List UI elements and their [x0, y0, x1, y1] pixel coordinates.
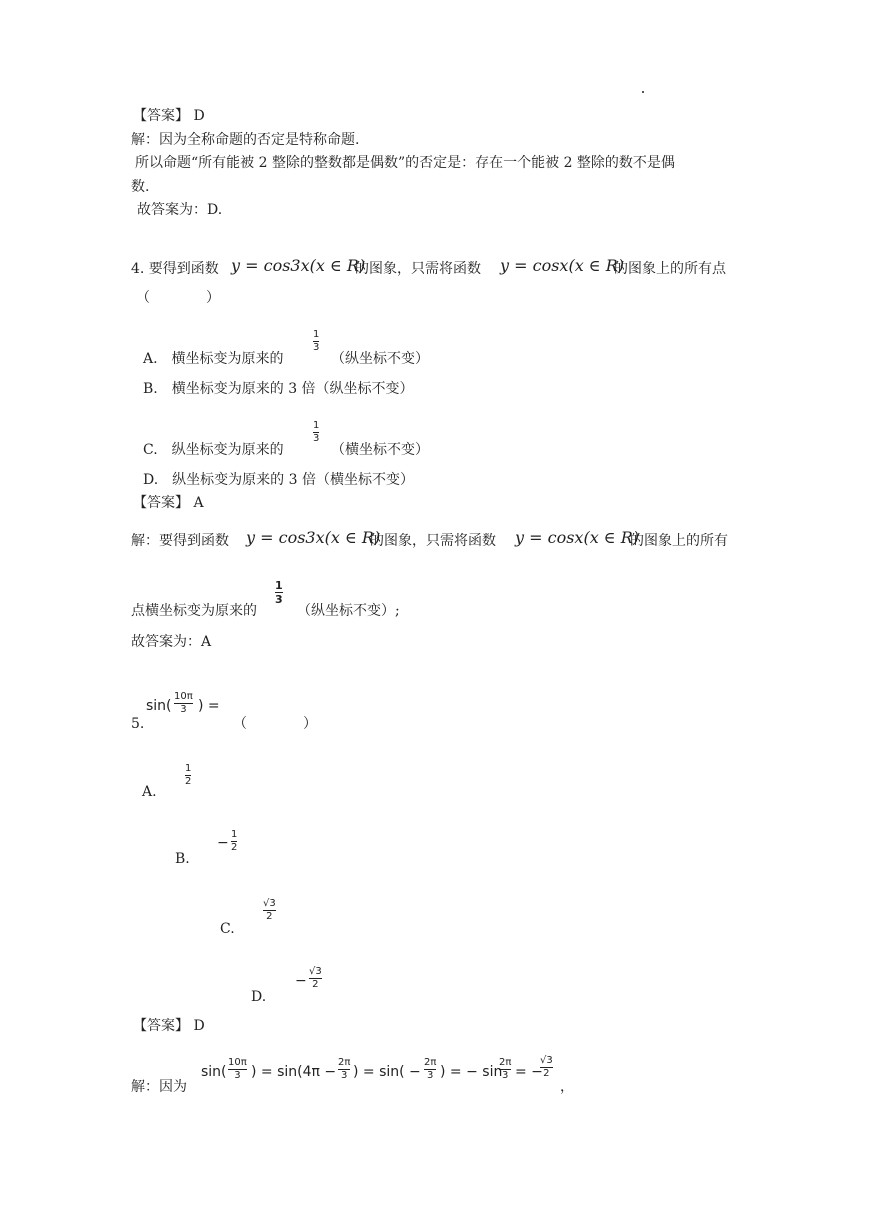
math-expression: sin( [201, 1064, 227, 1080]
solution-label: 解：因为 [131, 1079, 187, 1095]
solution-line: 所以命题“所有能被 2 整除的整数都是偶数”的否定是：存在一个能被 2 整除的数不是偶 [135, 155, 675, 171]
option-a: A. [142, 784, 157, 800]
option-c: C. [220, 921, 235, 937]
minus-sign: − [217, 835, 229, 851]
option-a: A. 横坐标变为原来的 [143, 351, 284, 367]
question-4-stem: 4. 要得到函数 [131, 261, 219, 277]
math-expression: y = cos3x(x ∈ R) [246, 528, 381, 547]
option-a-tail: （纵坐标不变） [331, 351, 429, 367]
fraction-2pi-over-3: 2π 3 [499, 1057, 512, 1081]
solution-line: 故答案为：D. [137, 202, 223, 218]
fraction-10pi-over-3: 10π 3 [228, 1057, 247, 1081]
option-c: C. 纵坐标变为原来的 [143, 442, 284, 458]
math-expression: = − [515, 1064, 543, 1080]
solution-line: 点横坐标变为原来的 [131, 603, 257, 619]
math-expression: y = cos3x(x ∈ R) [231, 256, 366, 275]
option-b: B. 横坐标变为原来的 3 倍（纵坐标不变） [143, 381, 414, 397]
answer-label-q3: 【答案】 D [133, 108, 205, 124]
math-expression: ) = − sin [440, 1064, 503, 1080]
math-expression: y = cosx(x ∈ R) [500, 256, 625, 275]
fraction-sqrt3-over-2: √3 2 [540, 1055, 553, 1079]
math-expression: ) = [198, 698, 220, 714]
answer-label-q4: 【答案】 A [133, 495, 204, 511]
minus-sign: − [295, 973, 307, 989]
answer-label-q5: 【答案】 D [133, 1018, 205, 1034]
question-4-stem: 的图象上的所有点 [614, 261, 726, 277]
fraction-one-half: 1 2 [185, 763, 192, 787]
fraction-one-half: 1 2 [231, 829, 238, 853]
solution-line: （纵坐标不变）; [297, 603, 400, 619]
fraction-one-third: 1 3 [313, 329, 320, 353]
option-c-tail: （横坐标不变） [331, 442, 429, 458]
solution-line: 数. [131, 179, 150, 195]
math-expression: y = cosx(x ∈ R) [515, 528, 640, 547]
page-mark [642, 91, 644, 93]
fraction-sqrt3-over-2: √3 2 [263, 898, 276, 922]
answer-blank: （ ） [233, 716, 317, 732]
option-b: B. [175, 851, 190, 867]
question-4-stem: 的图象，只需将函数 [355, 261, 481, 277]
fraction-2pi-over-3: 2π 3 [338, 1057, 351, 1081]
fraction-sqrt3-over-2: √3 2 [309, 966, 322, 990]
comma: ， [560, 1079, 574, 1095]
final-answer: 故答案为：A [131, 634, 212, 650]
option-d: D. [251, 989, 267, 1005]
option-d: D. 纵坐标变为原来的 3 倍（横坐标不变） [143, 472, 414, 488]
math-expression: ) = sin( − [353, 1064, 421, 1080]
solution-line: 的图象上的所有 [630, 533, 728, 549]
solution-line: 的图象，只需将函数 [370, 533, 496, 549]
fraction-one-third: 1 3 [275, 579, 283, 606]
fraction-10pi-over-3: 10π 3 [174, 691, 193, 715]
question-5-number: 5. [131, 716, 145, 732]
math-expression: ) = sin(4π − [251, 1064, 337, 1080]
fraction-one-third: 1 3 [313, 420, 320, 444]
solution-line: 解：因为全称命题的否定是特称命题. [131, 132, 360, 148]
answer-blank: （ ） [136, 290, 220, 306]
math-expression: sin( [146, 698, 172, 714]
fraction-2pi-over-3: 2π 3 [424, 1057, 437, 1081]
solution-line: 解：要得到函数 [131, 533, 229, 549]
